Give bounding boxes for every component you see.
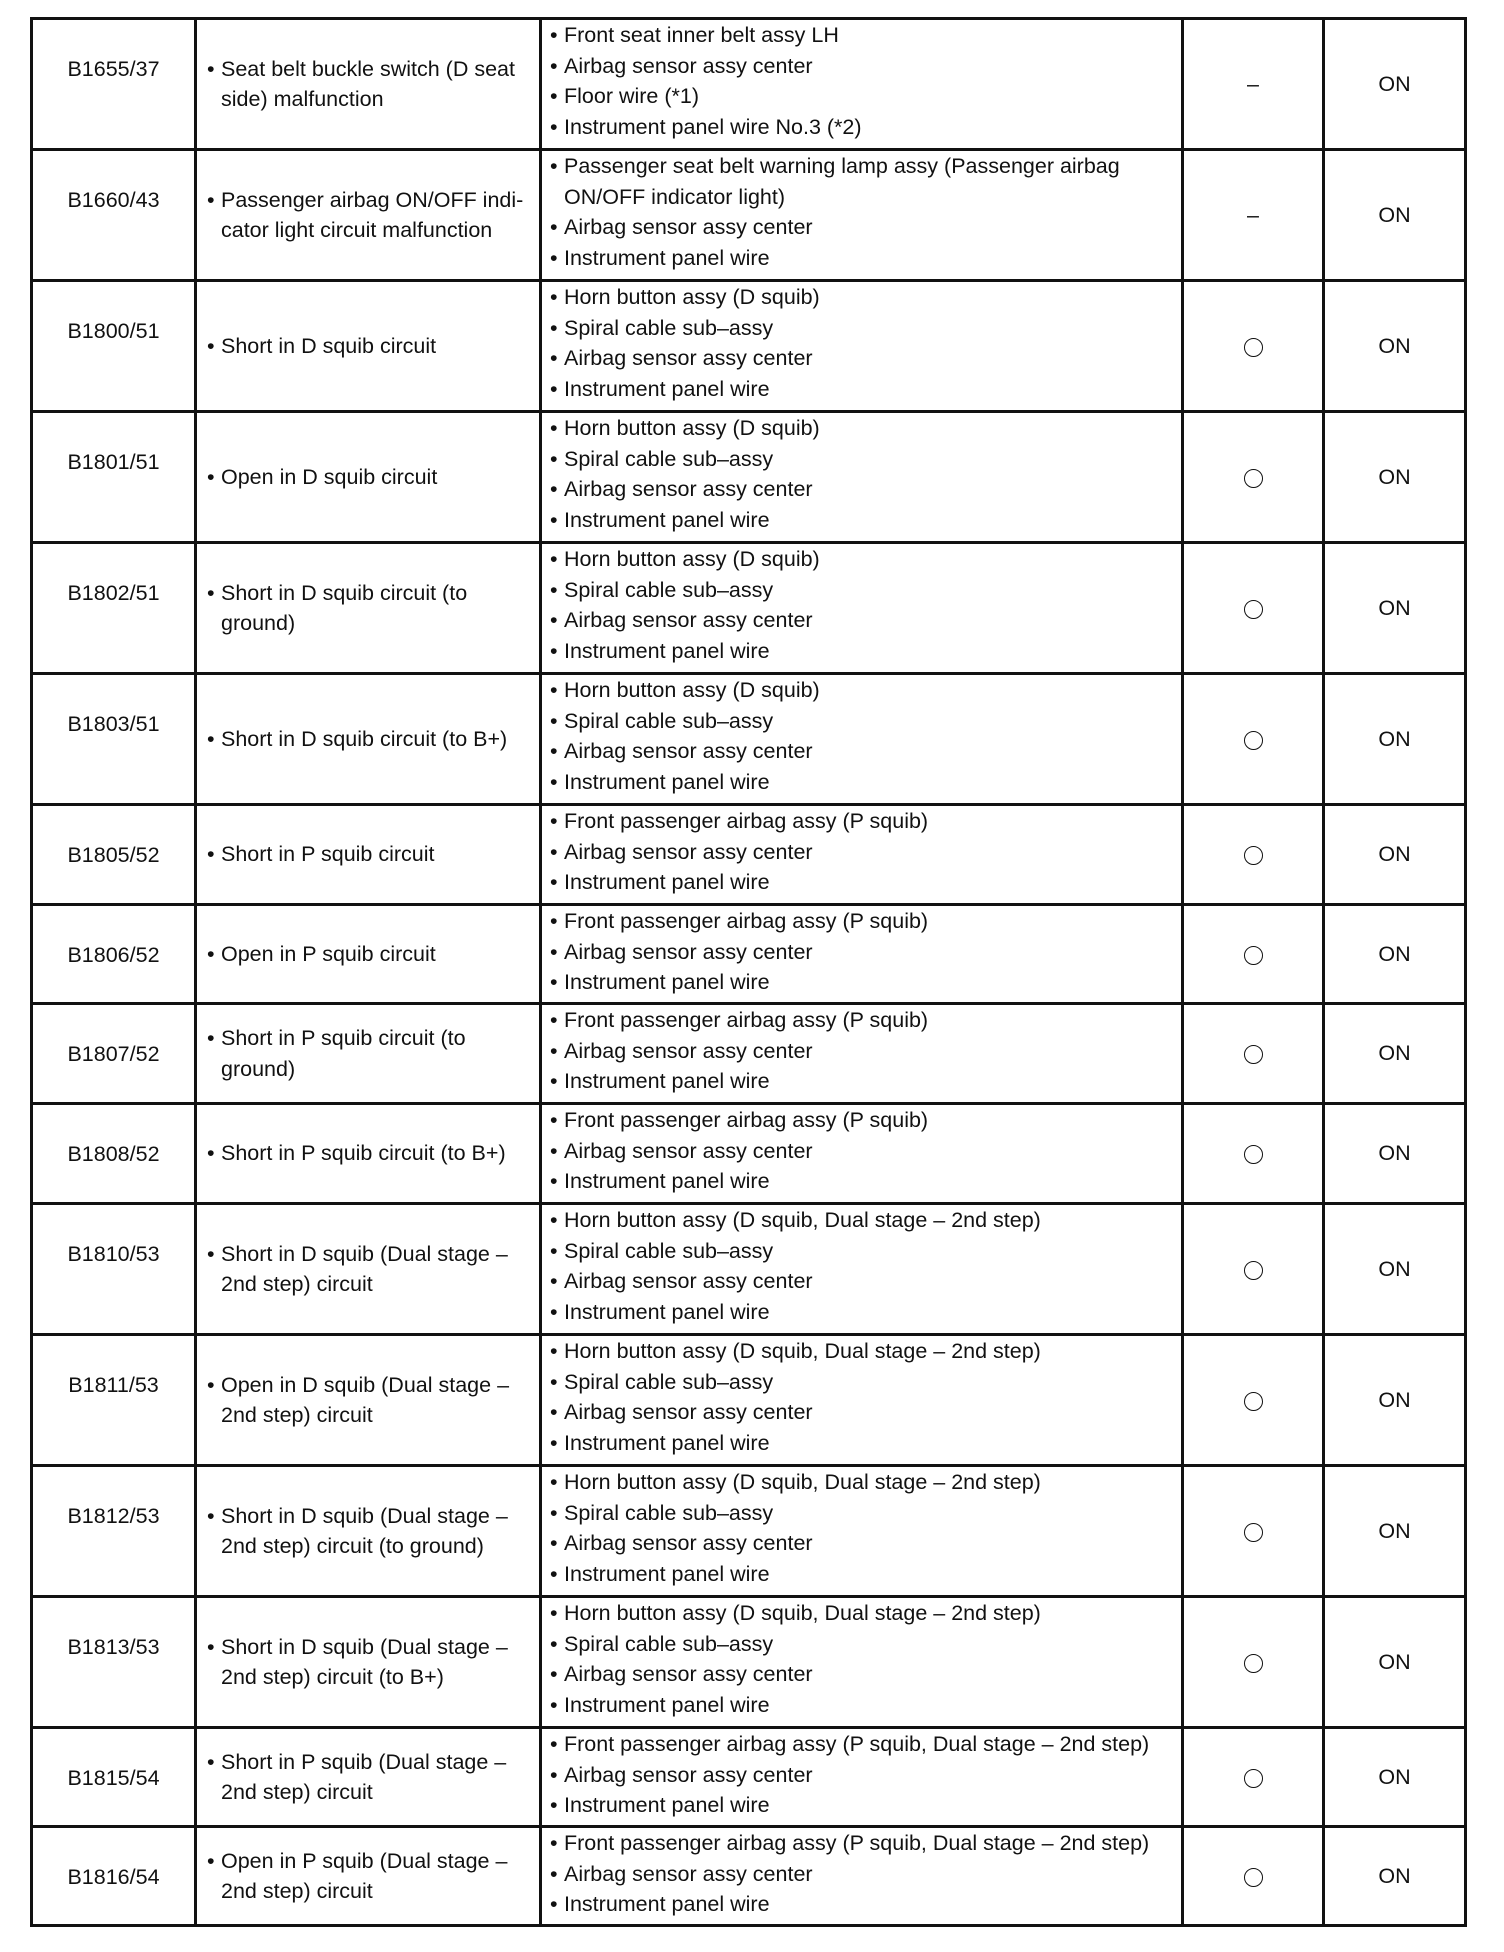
memory-mark	[1183, 1728, 1324, 1827]
memory-mark	[1183, 150, 1324, 281]
circle-icon	[1244, 1045, 1263, 1064]
detection-item	[196, 805, 541, 905]
detection-item-text	[207, 185, 533, 246]
dtc-code: B1801/51	[32, 412, 196, 543]
trouble-area-item: • Instrument panel wire	[550, 767, 1177, 798]
trouble-area	[541, 1335, 1183, 1466]
trouble-area-item: • Horn button assy (D squib, Dual stage – 2nd step)	[550, 1598, 1177, 1629]
detection-item-line: • Short in P squib circuit (to B+)	[221, 1141, 506, 1166]
memory-mark	[1183, 1827, 1324, 1926]
detection-item-line: • Short in P squib circuit	[221, 842, 435, 867]
trouble-area	[541, 1728, 1183, 1827]
warning-light-status: ON	[1324, 19, 1466, 150]
warning-light-status: ON	[1324, 1004, 1466, 1104]
dtc-code: B1812/53	[32, 1466, 196, 1597]
trouble-area-item: • Passenger seat belt warning lamp assy (Passenger airbag ON/OFF indicator light)	[550, 151, 1177, 212]
warning-light-status: ON	[1324, 412, 1466, 543]
trouble-area-item: • Front passenger airbag assy (P squib)	[550, 906, 1177, 937]
trouble-area	[541, 1827, 1183, 1926]
detection-item-line: 2nd step) circuit (to B+)	[221, 1665, 444, 1689]
dash-mark: –	[1247, 202, 1259, 227]
warning-light-status: ON	[1324, 1335, 1466, 1466]
detection-item-text	[207, 1747, 533, 1808]
trouble-area-item: • Airbag sensor assy center	[550, 1136, 1177, 1167]
trouble-area-item: • Spiral cable sub–assy	[550, 1629, 1177, 1660]
detection-item	[196, 19, 541, 150]
detection-item-line: • Short in D squib (Dual stage –	[221, 1634, 508, 1659]
trouble-area-item: • Front passenger airbag assy (P squib, Dual stage – 2nd step)	[550, 1729, 1177, 1760]
table-row	[32, 674, 1466, 805]
detection-item	[196, 1466, 541, 1597]
detection-item	[196, 1004, 541, 1104]
dtc-code: B1807/52	[32, 1004, 196, 1104]
circle-icon	[1244, 338, 1263, 357]
detection-item	[196, 1204, 541, 1335]
detection-item	[196, 674, 541, 805]
detection-item-text	[207, 1370, 533, 1431]
circle-icon	[1244, 1523, 1263, 1542]
circle-icon	[1244, 1261, 1263, 1280]
dtc-code: B1660/43	[32, 150, 196, 281]
memory-mark	[1183, 19, 1324, 150]
detection-item	[196, 412, 541, 543]
table-row	[32, 1004, 1466, 1104]
dtc-code: B1810/53	[32, 1204, 196, 1335]
trouble-area-item: • Spiral cable sub–assy	[550, 1367, 1177, 1398]
table-row	[32, 1728, 1466, 1827]
trouble-area-item: • Front passenger airbag assy (P squib, Dual stage – 2nd step)	[550, 1828, 1177, 1859]
detection-item-line: 2nd step) circuit	[221, 1780, 373, 1804]
trouble-area-item: • Instrument panel wire	[550, 1066, 1177, 1097]
trouble-area-item: • Horn button assy (D squib)	[550, 675, 1177, 706]
detection-item-line: 2nd step) circuit	[221, 1272, 373, 1296]
detection-item-text	[207, 724, 533, 755]
trouble-area-item: • Instrument panel wire	[550, 1428, 1177, 1459]
trouble-area	[541, 281, 1183, 412]
detection-item	[196, 1827, 541, 1926]
dtc-table-body	[32, 19, 1466, 1926]
dtc-code: B1806/52	[32, 905, 196, 1004]
trouble-area-item: • Instrument panel wire	[550, 867, 1177, 898]
trouble-area-item: • Airbag sensor assy center	[550, 1659, 1177, 1690]
trouble-area-item: • Airbag sensor assy center	[550, 1859, 1177, 1890]
circle-icon	[1244, 1654, 1263, 1673]
trouble-area	[541, 150, 1183, 281]
trouble-area	[541, 412, 1183, 543]
detection-item-line: • Short in D squib (Dual stage –	[221, 1241, 508, 1266]
circle-icon	[1244, 1769, 1263, 1788]
memory-mark	[1183, 1466, 1324, 1597]
detection-item-line: • Short in D squib (Dual stage –	[221, 1503, 508, 1528]
detection-item	[196, 1728, 541, 1827]
table-row	[32, 905, 1466, 1004]
detection-item-line: • Short in D squib circuit (to B+)	[221, 726, 508, 751]
detection-item-line: • Open in D squib circuit	[221, 464, 438, 489]
trouble-area-item: • Front passenger airbag assy (P squib)	[550, 806, 1177, 837]
warning-light-status: ON	[1324, 1104, 1466, 1204]
trouble-area-item: • Instrument panel wire	[550, 243, 1177, 274]
circle-icon	[1244, 846, 1263, 865]
detection-item-line: cator light circuit malfunction	[221, 218, 493, 242]
detection-item	[196, 1597, 541, 1728]
table-row	[32, 1204, 1466, 1335]
trouble-area-item: • Instrument panel wire	[550, 1889, 1177, 1920]
trouble-area-item: • Airbag sensor assy center	[550, 51, 1177, 82]
table-row	[32, 1827, 1466, 1926]
trouble-area-item: • Instrument panel wire	[550, 1297, 1177, 1328]
trouble-area-item: • Front passenger airbag assy (P squib)	[550, 1105, 1177, 1136]
trouble-area-item: • Spiral cable sub–assy	[550, 1236, 1177, 1267]
trouble-area	[541, 543, 1183, 674]
detection-item-line: 2nd step) circuit	[221, 1403, 373, 1427]
memory-mark	[1183, 1597, 1324, 1728]
detection-item-line: side) malfunction	[221, 87, 384, 111]
trouble-area-item: • Instrument panel wire	[550, 374, 1177, 405]
dtc-code: B1803/51	[32, 674, 196, 805]
detection-item-text	[207, 1239, 533, 1300]
detection-item-line: • Open in D squib (Dual stage –	[221, 1372, 510, 1397]
detection-item-line: • Passenger airbag ON/OFF indi-	[221, 187, 524, 212]
memory-mark	[1183, 1104, 1324, 1204]
memory-mark	[1183, 281, 1324, 412]
trouble-area-item: • Instrument panel wire	[550, 1166, 1177, 1197]
detection-item-line: ground)	[221, 1056, 296, 1081]
detection-item-line: • Short in D squib circuit	[221, 333, 437, 358]
dtc-code: B1800/51	[32, 281, 196, 412]
trouble-area-item: • Horn button assy (D squib)	[550, 413, 1177, 444]
memory-mark	[1183, 543, 1324, 674]
detection-item-line: • Short in D squib circuit (to	[221, 580, 468, 605]
table-row	[32, 805, 1466, 905]
trouble-area-item: • Airbag sensor assy center	[550, 1528, 1177, 1559]
trouble-area-item: • Horn button assy (D squib)	[550, 282, 1177, 313]
detection-item-line: 2nd step) circuit	[221, 1879, 373, 1903]
table-row	[32, 1597, 1466, 1728]
detection-item-text	[207, 1138, 533, 1169]
circle-icon	[1244, 731, 1263, 750]
warning-light-status: ON	[1324, 805, 1466, 905]
memory-mark	[1183, 1004, 1324, 1104]
trouble-area-item: • Front seat inner belt assy LH	[550, 20, 1177, 51]
table-row	[32, 19, 1466, 150]
detection-item-line: • Seat belt buckle switch (D seat	[221, 56, 515, 81]
dtc-code: B1802/51	[32, 543, 196, 674]
detection-item-line: • Open in P squib circuit	[221, 941, 436, 966]
trouble-area-item: • Airbag sensor assy center	[550, 1397, 1177, 1428]
trouble-area-item: • Instrument panel wire	[550, 1559, 1177, 1590]
warning-light-status: ON	[1324, 281, 1466, 412]
trouble-area-item: • Front passenger airbag assy (P squib)	[550, 1005, 1177, 1036]
detection-item	[196, 1104, 541, 1204]
detection-item-text	[207, 1501, 533, 1562]
detection-item-text	[207, 331, 533, 362]
memory-mark	[1183, 1335, 1324, 1466]
dtc-code: B1816/54	[32, 1827, 196, 1926]
trouble-area-item: • Horn button assy (D squib, Dual stage – 2nd step)	[550, 1336, 1177, 1367]
trouble-area-item: • Horn button assy (D squib)	[550, 544, 1177, 575]
trouble-area	[541, 805, 1183, 905]
trouble-area-item: • Airbag sensor assy center	[550, 736, 1177, 767]
trouble-area-item: • Instrument panel wire	[550, 1790, 1177, 1821]
dtc-code: B1655/37	[32, 19, 196, 150]
memory-mark	[1183, 1204, 1324, 1335]
trouble-area-item: • Floor wire (*1)	[550, 81, 1177, 112]
circle-icon	[1244, 1145, 1263, 1164]
trouble-area-item: • Instrument panel wire	[550, 1690, 1177, 1721]
trouble-area-item: • Airbag sensor assy center	[550, 212, 1177, 243]
trouble-area	[541, 19, 1183, 150]
warning-light-status: ON	[1324, 1466, 1466, 1597]
circle-icon	[1244, 1392, 1263, 1411]
table-row	[32, 150, 1466, 281]
detection-item-line: 2nd step) circuit (to ground)	[221, 1534, 484, 1558]
trouble-area-item: • Airbag sensor assy center	[550, 837, 1177, 868]
warning-light-status: ON	[1324, 1827, 1466, 1926]
trouble-area	[541, 1466, 1183, 1597]
detection-item-line: • Open in P squib (Dual stage –	[221, 1848, 508, 1873]
trouble-area-item: • Instrument panel wire	[550, 505, 1177, 536]
warning-light-status: ON	[1324, 1597, 1466, 1728]
detection-item	[196, 281, 541, 412]
dash-mark: –	[1247, 71, 1259, 96]
warning-light-status: ON	[1324, 150, 1466, 281]
circle-icon	[1244, 946, 1263, 965]
detection-item-text	[207, 578, 533, 639]
detection-item-text	[207, 54, 533, 115]
memory-mark	[1183, 805, 1324, 905]
warning-light-status: ON	[1324, 674, 1466, 805]
trouble-area-item: • Airbag sensor assy center	[550, 605, 1177, 636]
dtc-code: B1808/52	[32, 1104, 196, 1204]
trouble-area	[541, 905, 1183, 1004]
circle-icon	[1244, 469, 1263, 488]
detection-item	[196, 1335, 541, 1466]
trouble-area-item: • Airbag sensor assy center	[550, 1266, 1177, 1297]
detection-item-text	[207, 1846, 533, 1907]
trouble-area-item: • Airbag sensor assy center	[550, 1036, 1177, 1067]
trouble-area-item: • Instrument panel wire	[550, 636, 1177, 667]
trouble-area-item: • Airbag sensor assy center	[550, 1760, 1177, 1791]
warning-light-status: ON	[1324, 543, 1466, 674]
warning-light-status: ON	[1324, 1204, 1466, 1335]
memory-mark	[1183, 674, 1324, 805]
detection-item	[196, 150, 541, 281]
trouble-area-item: • Spiral cable sub–assy	[550, 1498, 1177, 1529]
trouble-area-item: • Spiral cable sub–assy	[550, 575, 1177, 606]
warning-light-status: ON	[1324, 905, 1466, 1004]
circle-icon	[1244, 1868, 1263, 1887]
dtc-code: B1805/52	[32, 805, 196, 905]
table-row	[32, 281, 1466, 412]
trouble-area	[541, 1204, 1183, 1335]
detection-item-text	[207, 939, 533, 970]
trouble-area	[541, 1597, 1183, 1728]
trouble-area-item: • Instrument panel wire	[550, 967, 1177, 998]
trouble-area-item: • Spiral cable sub–assy	[550, 313, 1177, 344]
circle-icon	[1244, 600, 1263, 619]
trouble-area-item: • Airbag sensor assy center	[550, 343, 1177, 374]
trouble-area-item: • Spiral cable sub–assy	[550, 706, 1177, 737]
detection-item-text	[207, 1632, 533, 1693]
detection-item	[196, 543, 541, 674]
trouble-area-item: • Horn button assy (D squib, Dual stage – 2nd step)	[550, 1205, 1177, 1236]
trouble-area-item: • Instrument panel wire No.3 (*2)	[550, 112, 1177, 143]
trouble-area-item: • Horn button assy (D squib, Dual stage – 2nd step)	[550, 1467, 1177, 1498]
trouble-area	[541, 1004, 1183, 1104]
detection-item-line: • Short in P squib circuit (to	[221, 1026, 466, 1050]
trouble-area-item: • Airbag sensor assy center	[550, 474, 1177, 505]
detection-item-text	[207, 1023, 533, 1084]
trouble-area	[541, 1104, 1183, 1204]
dtc-code: B1811/53	[32, 1335, 196, 1466]
detection-item-text	[207, 839, 533, 870]
warning-light-status: ON	[1324, 1728, 1466, 1827]
table-row	[32, 412, 1466, 543]
detection-item-line: • Short in P squib (Dual stage –	[221, 1749, 507, 1774]
table-row	[32, 1335, 1466, 1466]
detection-item	[196, 905, 541, 1004]
trouble-area-item: • Spiral cable sub–assy	[550, 444, 1177, 475]
detection-item-line: ground)	[221, 611, 296, 635]
trouble-area	[541, 674, 1183, 805]
trouble-area-item: • Airbag sensor assy center	[550, 937, 1177, 968]
dtc-code: B1815/54	[32, 1728, 196, 1827]
memory-mark	[1183, 905, 1324, 1004]
dtc-code: B1813/53	[32, 1597, 196, 1728]
detection-item-text	[207, 462, 533, 493]
table-row	[32, 1104, 1466, 1204]
table-row	[32, 1466, 1466, 1597]
dtc-table	[30, 17, 1467, 1927]
memory-mark	[1183, 412, 1324, 543]
table-row	[32, 543, 1466, 674]
